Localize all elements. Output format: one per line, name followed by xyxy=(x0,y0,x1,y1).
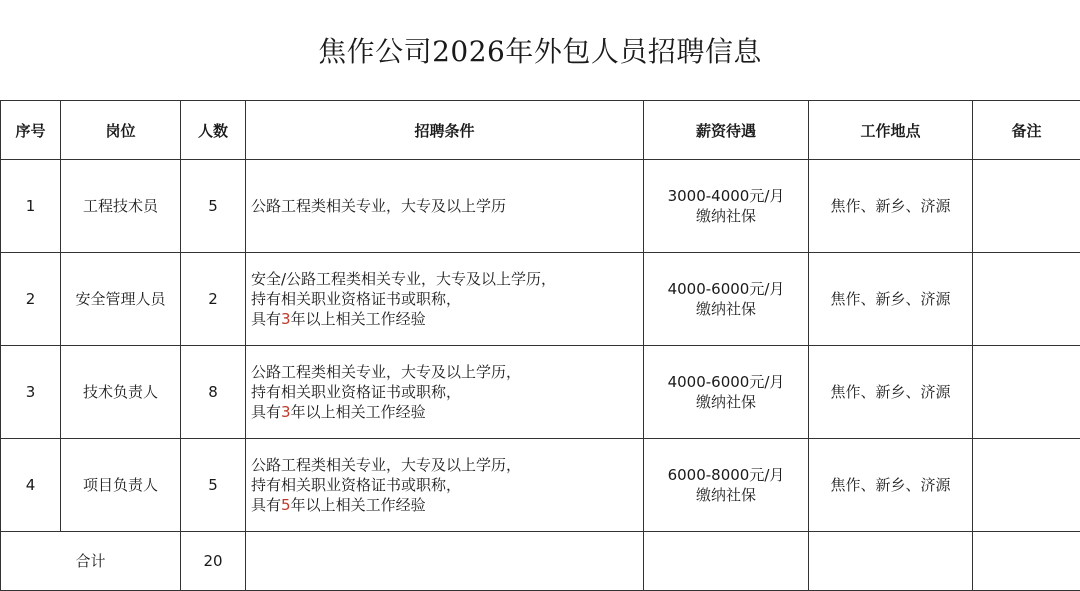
row-count: 8 xyxy=(181,346,246,439)
row-salary xyxy=(644,346,809,439)
header-remarks: 备注 xyxy=(973,101,1080,160)
requirement-line: 持有相关职业资格证书或职称， xyxy=(251,289,643,309)
requirement-line: 公路工程类相关专业，大专及以上学历， xyxy=(251,455,643,475)
recruitment-table xyxy=(0,100,1080,591)
requirement-line xyxy=(251,495,643,515)
page-title: 焦作公司2026年外包人员招聘信息 xyxy=(0,0,1080,100)
header-location: 工作地点 xyxy=(809,101,973,160)
total-remarks xyxy=(973,532,1080,591)
requirement-line: 持有相关职业资格证书或职称， xyxy=(251,382,643,402)
row-salary xyxy=(644,439,809,532)
total-salary xyxy=(644,532,809,591)
row-salary xyxy=(644,253,809,346)
experience-suffix: 年以上相关工作经验 xyxy=(291,403,426,421)
row-requirements xyxy=(246,253,644,346)
row-count: 5 xyxy=(181,439,246,532)
table-row xyxy=(1,253,1080,346)
row-location: 焦作、新乡、济源 xyxy=(809,160,973,253)
row-index: 1 xyxy=(1,160,61,253)
salary-note: 缴纳社保 xyxy=(644,299,808,319)
experience-suffix: 年以上相关工作经验 xyxy=(291,310,426,328)
row-index: 2 xyxy=(1,253,61,346)
header-row xyxy=(1,101,1080,160)
total-requirements xyxy=(246,532,644,591)
total-count: 20 xyxy=(181,532,246,591)
salary-note: 缴纳社保 xyxy=(644,485,808,505)
requirement-line: 公路工程类相关专业，大专及以上学历， xyxy=(251,362,643,382)
experience-prefix: 具有 xyxy=(251,310,281,328)
experience-suffix: 年以上相关工作经验 xyxy=(291,496,426,514)
table-row xyxy=(1,160,1080,253)
experience-years: 3 xyxy=(281,310,291,328)
row-location: 焦作、新乡、济源 xyxy=(809,346,973,439)
row-location: 焦作、新乡、济源 xyxy=(809,253,973,346)
header-salary: 薪资待遇 xyxy=(644,101,809,160)
salary-range: 4000-6000元/月 xyxy=(644,372,808,392)
requirement-line: 安全/公路工程类相关专业，大专及以上学历， xyxy=(251,269,643,289)
row-remarks xyxy=(973,346,1080,439)
salary-range: 4000-6000元/月 xyxy=(644,279,808,299)
row-position: 安全管理人员 xyxy=(61,253,181,346)
experience-prefix: 具有 xyxy=(251,496,281,514)
header-requirements: 招聘条件 xyxy=(246,101,644,160)
total-label: 合计 xyxy=(1,532,181,591)
experience-years: 3 xyxy=(281,403,291,421)
table-row xyxy=(1,346,1080,439)
header-index: 序号 xyxy=(1,101,61,160)
requirement-line xyxy=(251,309,643,329)
row-index: 3 xyxy=(1,346,61,439)
salary-range: 6000-8000元/月 xyxy=(644,465,808,485)
row-position: 项目负责人 xyxy=(61,439,181,532)
requirement-line: 持有相关职业资格证书或职称， xyxy=(251,475,643,495)
row-count: 5 xyxy=(181,160,246,253)
row-position: 工程技术员 xyxy=(61,160,181,253)
row-remarks xyxy=(973,439,1080,532)
row-count: 2 xyxy=(181,253,246,346)
experience-prefix: 具有 xyxy=(251,403,281,421)
total-row xyxy=(1,532,1080,591)
requirement-line: 公路工程类相关专业，大专及以上学历 xyxy=(251,196,643,216)
header-position: 岗位 xyxy=(61,101,181,160)
salary-note: 缴纳社保 xyxy=(644,206,808,226)
requirement-line xyxy=(251,402,643,422)
table-row xyxy=(1,439,1080,532)
row-salary xyxy=(644,160,809,253)
row-location: 焦作、新乡、济源 xyxy=(809,439,973,532)
row-position: 技术负责人 xyxy=(61,346,181,439)
salary-note: 缴纳社保 xyxy=(644,392,808,412)
salary-range: 3000-4000元/月 xyxy=(644,186,808,206)
row-requirements xyxy=(246,439,644,532)
row-index: 4 xyxy=(1,439,61,532)
total-location xyxy=(809,532,973,591)
row-requirements xyxy=(246,160,644,253)
row-requirements xyxy=(246,346,644,439)
row-remarks xyxy=(973,160,1080,253)
experience-years: 5 xyxy=(281,496,291,514)
header-count: 人数 xyxy=(181,101,246,160)
row-remarks xyxy=(973,253,1080,346)
